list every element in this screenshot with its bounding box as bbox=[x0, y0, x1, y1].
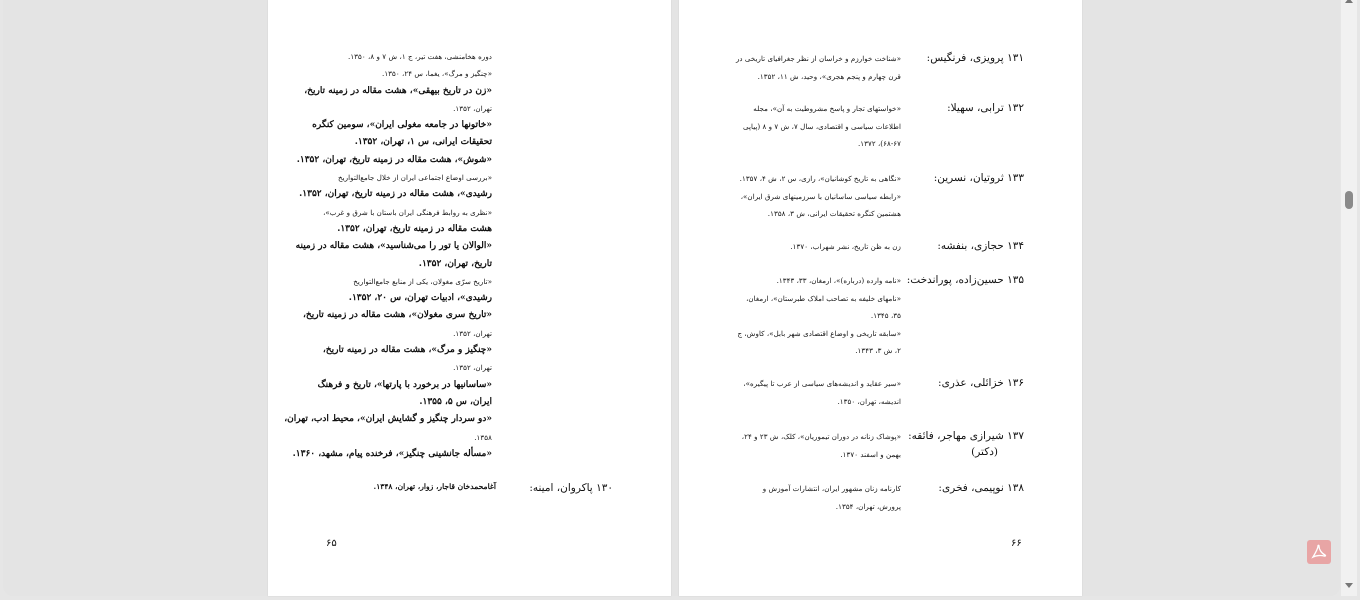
left-text-line: «تاریخ سری مغولان»، هشت مقاله در زمینه تاریخ، bbox=[303, 310, 492, 321]
entry-name-suffix: (دکتر) bbox=[971, 446, 998, 458]
left-text-line: «چنگیز و مرگ»، هشت مقاله در زمینه تاریخ، bbox=[322, 345, 492, 356]
left-text-line: تهران، ۱۳۵۲. bbox=[453, 103, 492, 113]
entry-text-line: پرورش، تهران، ۱۳۵۴. bbox=[835, 501, 901, 511]
entry-text-line: قرن چهارم و پنجم هجری»، وحید، ش ۱۱، ۱۳۵۲. bbox=[757, 71, 901, 81]
left-column-text bbox=[284, 48, 492, 463]
entry-text-line: کارنامه زنان مشهور ایران، انتشارات آموزش و bbox=[762, 484, 901, 493]
left-text-line: دوره هخامنشی، هفت تیر، ج ۱، ش ۷ و ۸، ۱۳۵۰. bbox=[348, 52, 492, 61]
entry-body bbox=[737, 50, 901, 85]
page-number-65: ۶۵ bbox=[326, 538, 337, 549]
scroll-down-icon[interactable] bbox=[1345, 583, 1353, 588]
entry-text-line: «پوشاک زنانه در دوران تیموریان»، کلک، ش ۲۳ و ۲۴، bbox=[741, 432, 901, 441]
left-text-line: «خاتونها در جامعه مغولی ایران»، سومین کنگره bbox=[312, 120, 492, 131]
page-66 bbox=[679, 0, 1082, 596]
page-number-66: ۶۶ bbox=[1011, 538, 1022, 549]
entry-body bbox=[737, 170, 901, 223]
entry-body bbox=[737, 375, 901, 410]
entry-body bbox=[737, 428, 901, 463]
entry-text-line: بهمن و اسفند ۱۳۷۰. bbox=[840, 449, 901, 459]
entry-text-line: زن به ظن تاریخ، نشر شهراب، ۱۳۷۰. bbox=[790, 242, 901, 251]
entry-name: ۱۳۲ ترابی، سهیلا: bbox=[947, 102, 1024, 114]
left-text-line: «تاریخ سرّی مغولان، یکی از منابع جامع‌التواریخ bbox=[353, 276, 492, 286]
entry-text-line: اندیشه، تهران، ۱۳۵۰. bbox=[837, 396, 901, 406]
entry-body bbox=[737, 238, 901, 256]
entry-text-line: «خواستهای تجار و پاسخ مشروطیت به آن»، مجله bbox=[753, 104, 901, 113]
entry-text-line: «نگاهی به تاریخ کوشانیان»، رازی، س ۲، ش ۴، ۱۳۵۷. bbox=[739, 174, 901, 183]
entry-text-line: ۲، ش ۳، ۱۳۴۳. bbox=[855, 346, 901, 355]
entry-text-line: «سیر عقاید و اندیشه‌های سیاسی از عرب تا پیگیره»، bbox=[743, 379, 901, 388]
entry-130-body-text: آغامحمدخان قاجار، زوار، تهران، ۱۳۴۸. bbox=[373, 482, 496, 491]
entry-text-line: هشتمین کنگره تحقیقات ایرانی، ش ۳، ۱۳۵۸. bbox=[767, 209, 901, 218]
entry-text-line: «سابقه تاریخی و اوضاع اقتصادی شهر بابل»، کاوش، ج bbox=[737, 328, 901, 338]
scrollbar-thumb[interactable] bbox=[1345, 191, 1353, 209]
entry-text-line: «نامه وارده (درباره)»، ارمغان، ۳۳، ۱۳۴۳. bbox=[776, 276, 901, 285]
entry-body bbox=[737, 272, 901, 360]
left-text-line: تهران، ۱۳۵۲. bbox=[453, 363, 492, 373]
entry-text-line: «نامهای خلیفه به تصاحب املاک طبرستان»، ارمغان، bbox=[746, 293, 901, 303]
left-text-line: هشت مقاله در زمینه تاریخ، تهران، ۱۳۵۲. bbox=[337, 223, 492, 234]
left-text-line: «چنگیز و مرگ»، یغما، س ۲۴، ۱۳۵۰. bbox=[382, 69, 492, 79]
left-text-line: رشیدی»، هشت مقاله در زمینه تاریخ، تهران، ۱۳۵۲. bbox=[299, 189, 492, 200]
entry-text-line: ۳۵، ۱۳۴۵. bbox=[870, 311, 901, 320]
left-text-line: ایران، س ۵، ۱۳۵۵. bbox=[419, 396, 492, 407]
left-text-line: «الوالان یا تور را می‌شناسید»، هشت مقاله در زمینه bbox=[295, 241, 492, 252]
left-text-line: تهران، ۱۳۵۲. bbox=[453, 328, 492, 338]
left-text-line: رشیدی»، ادبیات تهران، س ۲۰، ۱۳۵۲. bbox=[348, 293, 492, 304]
left-text-line: «ساسانیها در برخورد با پارتها»، تاریخ و فرهنگ bbox=[317, 379, 492, 390]
entry-name: ۱۳۳ ثروتیان، نسرین: bbox=[933, 172, 1024, 184]
entry-130-name: ۱۳۰ پاکروان، امینه: bbox=[529, 482, 613, 494]
left-text-line: «دو سردار چنگیز و گشایش ایران»، محیط ادب، تهران، bbox=[284, 414, 492, 425]
entry-body bbox=[737, 480, 901, 515]
entry-130-body bbox=[326, 478, 496, 496]
entry-name: ۱۳۴ حجازی، بنفشه: bbox=[937, 240, 1024, 252]
document-viewer[interactable] bbox=[3, 0, 1340, 596]
page-65 bbox=[268, 0, 671, 596]
entry-text-line: اطلاعات سیاسی و اقتصادی، سال ۷، ش ۷ و ۸ (پیاپی bbox=[743, 121, 901, 131]
scroll-up-icon[interactable] bbox=[1345, 0, 1353, 3]
left-text-line: «نظری به روابط فرهنگی ایران باستان با شرق و غرب»، bbox=[323, 207, 492, 217]
left-text-line: تاریخ، تهران، ۱۳۵۲. bbox=[418, 258, 492, 269]
entry-text-line: ۶۸-۶۷)، ۱۳۷۲. bbox=[857, 139, 901, 148]
entry-text-line: «رابطه سیاسی ساسانیان با سرزمینهای شرق ایران»، bbox=[740, 191, 901, 201]
pdf-icon[interactable] bbox=[1307, 540, 1331, 564]
left-text-line: «شوش»، هشت مقاله در زمینه تاریخ، تهران، ۱۳۵۲. bbox=[296, 154, 492, 165]
left-text-line: «مسأله جانشینی چنگیز»، فرخنده پیام، مشهد، ۱۳۶۰. bbox=[292, 448, 492, 459]
entry-name: ۱۳۶ خزائلی، عذری: bbox=[938, 377, 1024, 389]
left-text-line: تحقیقات ایرانی، س ۱، تهران، ۱۳۵۲. bbox=[354, 137, 492, 148]
entry-name: ۱۳۷ شیرازی مهاجر، فائقه: bbox=[908, 430, 1024, 442]
entry-text-line: «شناخت خوارزم و خراسان از نظر جغرافیای تاریخی در bbox=[735, 54, 901, 63]
acrobat-icon bbox=[1311, 544, 1327, 560]
entry-body bbox=[737, 100, 901, 153]
left-text-line: «زن در تاریخ بیهقی»، هشت مقاله در زمینه تاریخ، bbox=[304, 85, 492, 96]
entry-name: ۱۳۱ پرویزی، فرنگیس: bbox=[926, 52, 1024, 64]
left-text-line: ۱۳۵۸. bbox=[474, 432, 492, 442]
vertical-scrollbar[interactable] bbox=[1341, 0, 1357, 596]
entry-name: ۱۳۸ نوپیمی، فخری: bbox=[938, 482, 1024, 494]
left-text-line: «بررسی اوضاع اجتماعی ایران از خلال جامع‌التواریخ bbox=[338, 173, 492, 183]
entry-name: ۱۳۵ حسین‌زاده، پوراندخت: bbox=[906, 274, 1024, 286]
